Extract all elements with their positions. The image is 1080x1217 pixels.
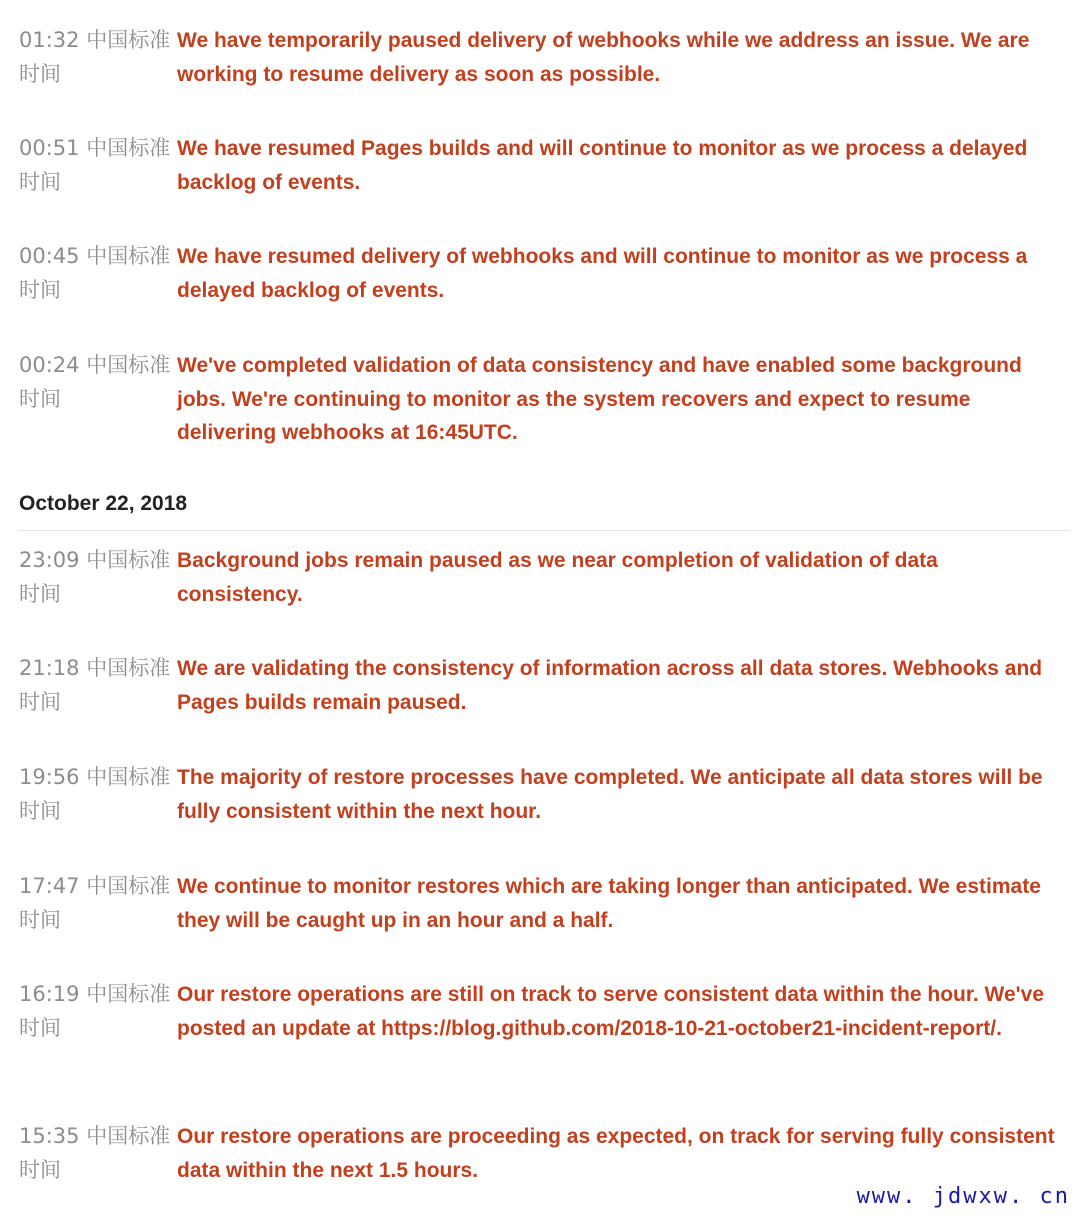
- date-heading: October 22, 2018: [19, 492, 1069, 531]
- entry-message: We have resumed Pages builds and will continue to monitor as we process a delayed backlog of events.: [177, 137, 1028, 194]
- entry-time: 19:56 中国标准时间: [19, 765, 171, 823]
- entry-time: 16:19 中国标准时间: [19, 982, 171, 1040]
- entry-time: 23:09 中国标准时间: [19, 548, 171, 606]
- entry-time: 00:45 中国标准时间: [19, 244, 171, 302]
- entry-message: Our restore operations are still on track to serve consistent data within the hour. We've posted an update at https://blog.github.com/2018-10-21-october21-incident-report/.: [177, 983, 1044, 1040]
- entry-message: The majority of restore processes have completed. We anticipate all data stores will be fully consistent within the next hour.: [177, 766, 1043, 823]
- timeline-group-2: [19, 544, 1069, 1200]
- entry-message: We continue to monitor restores which are taking longer than anticipated. We estimate they will be caught up in an hour and a half.: [177, 875, 1041, 932]
- timeline-entry: [19, 652, 1069, 761]
- entry-message: We are validating the consistency of information across all data stores. Webhooks and Pages builds remain paused.: [177, 657, 1043, 714]
- entry-message: We have resumed delivery of webhooks and will continue to monitor as we process a delayed backlog of events.: [177, 245, 1028, 302]
- entry-time: 17:47 中国标准时间: [19, 874, 171, 932]
- incident-timeline: [19, 24, 1069, 1200]
- entry-message: We have temporarily paused delivery of webhooks while we address an issue. We are working to resume delivery as soon as possible.: [177, 29, 1030, 86]
- entry-message: Our restore operations are proceeding as expected, on track for serving fully consistent data within the next 1.5 hours.: [177, 1125, 1055, 1182]
- timeline-entry: [19, 761, 1069, 870]
- entry-time: 01:32 中国标准时间: [19, 28, 171, 86]
- timeline-group-1: [19, 24, 1069, 489]
- timeline-entry: [19, 349, 1069, 489]
- site-watermark: www. jdwxw. cn: [856, 1184, 1070, 1209]
- entry-time: 00:51 中国标准时间: [19, 136, 171, 194]
- entry-message: Background jobs remain paused as we near completion of validation of data consistency.: [177, 549, 938, 606]
- entry-time: 21:18 中国标准时间: [19, 656, 171, 714]
- entry-message: We've completed validation of data consistency and have enabled some background jobs. We're continuing to monitor as the system recovers and expect to resume delivering webhooks at 16:45UTC.: [177, 354, 1022, 444]
- timeline-entry: [19, 24, 1069, 132]
- timeline-entry: [19, 132, 1069, 240]
- timeline-entry: [19, 978, 1069, 1120]
- timeline-entry: [19, 240, 1069, 349]
- entry-time: 00:24 中国标准时间: [19, 353, 171, 411]
- entry-time: 15:35 中国标准时间: [19, 1124, 171, 1182]
- timeline-entry: [19, 544, 1069, 652]
- timeline-entry: [19, 870, 1069, 978]
